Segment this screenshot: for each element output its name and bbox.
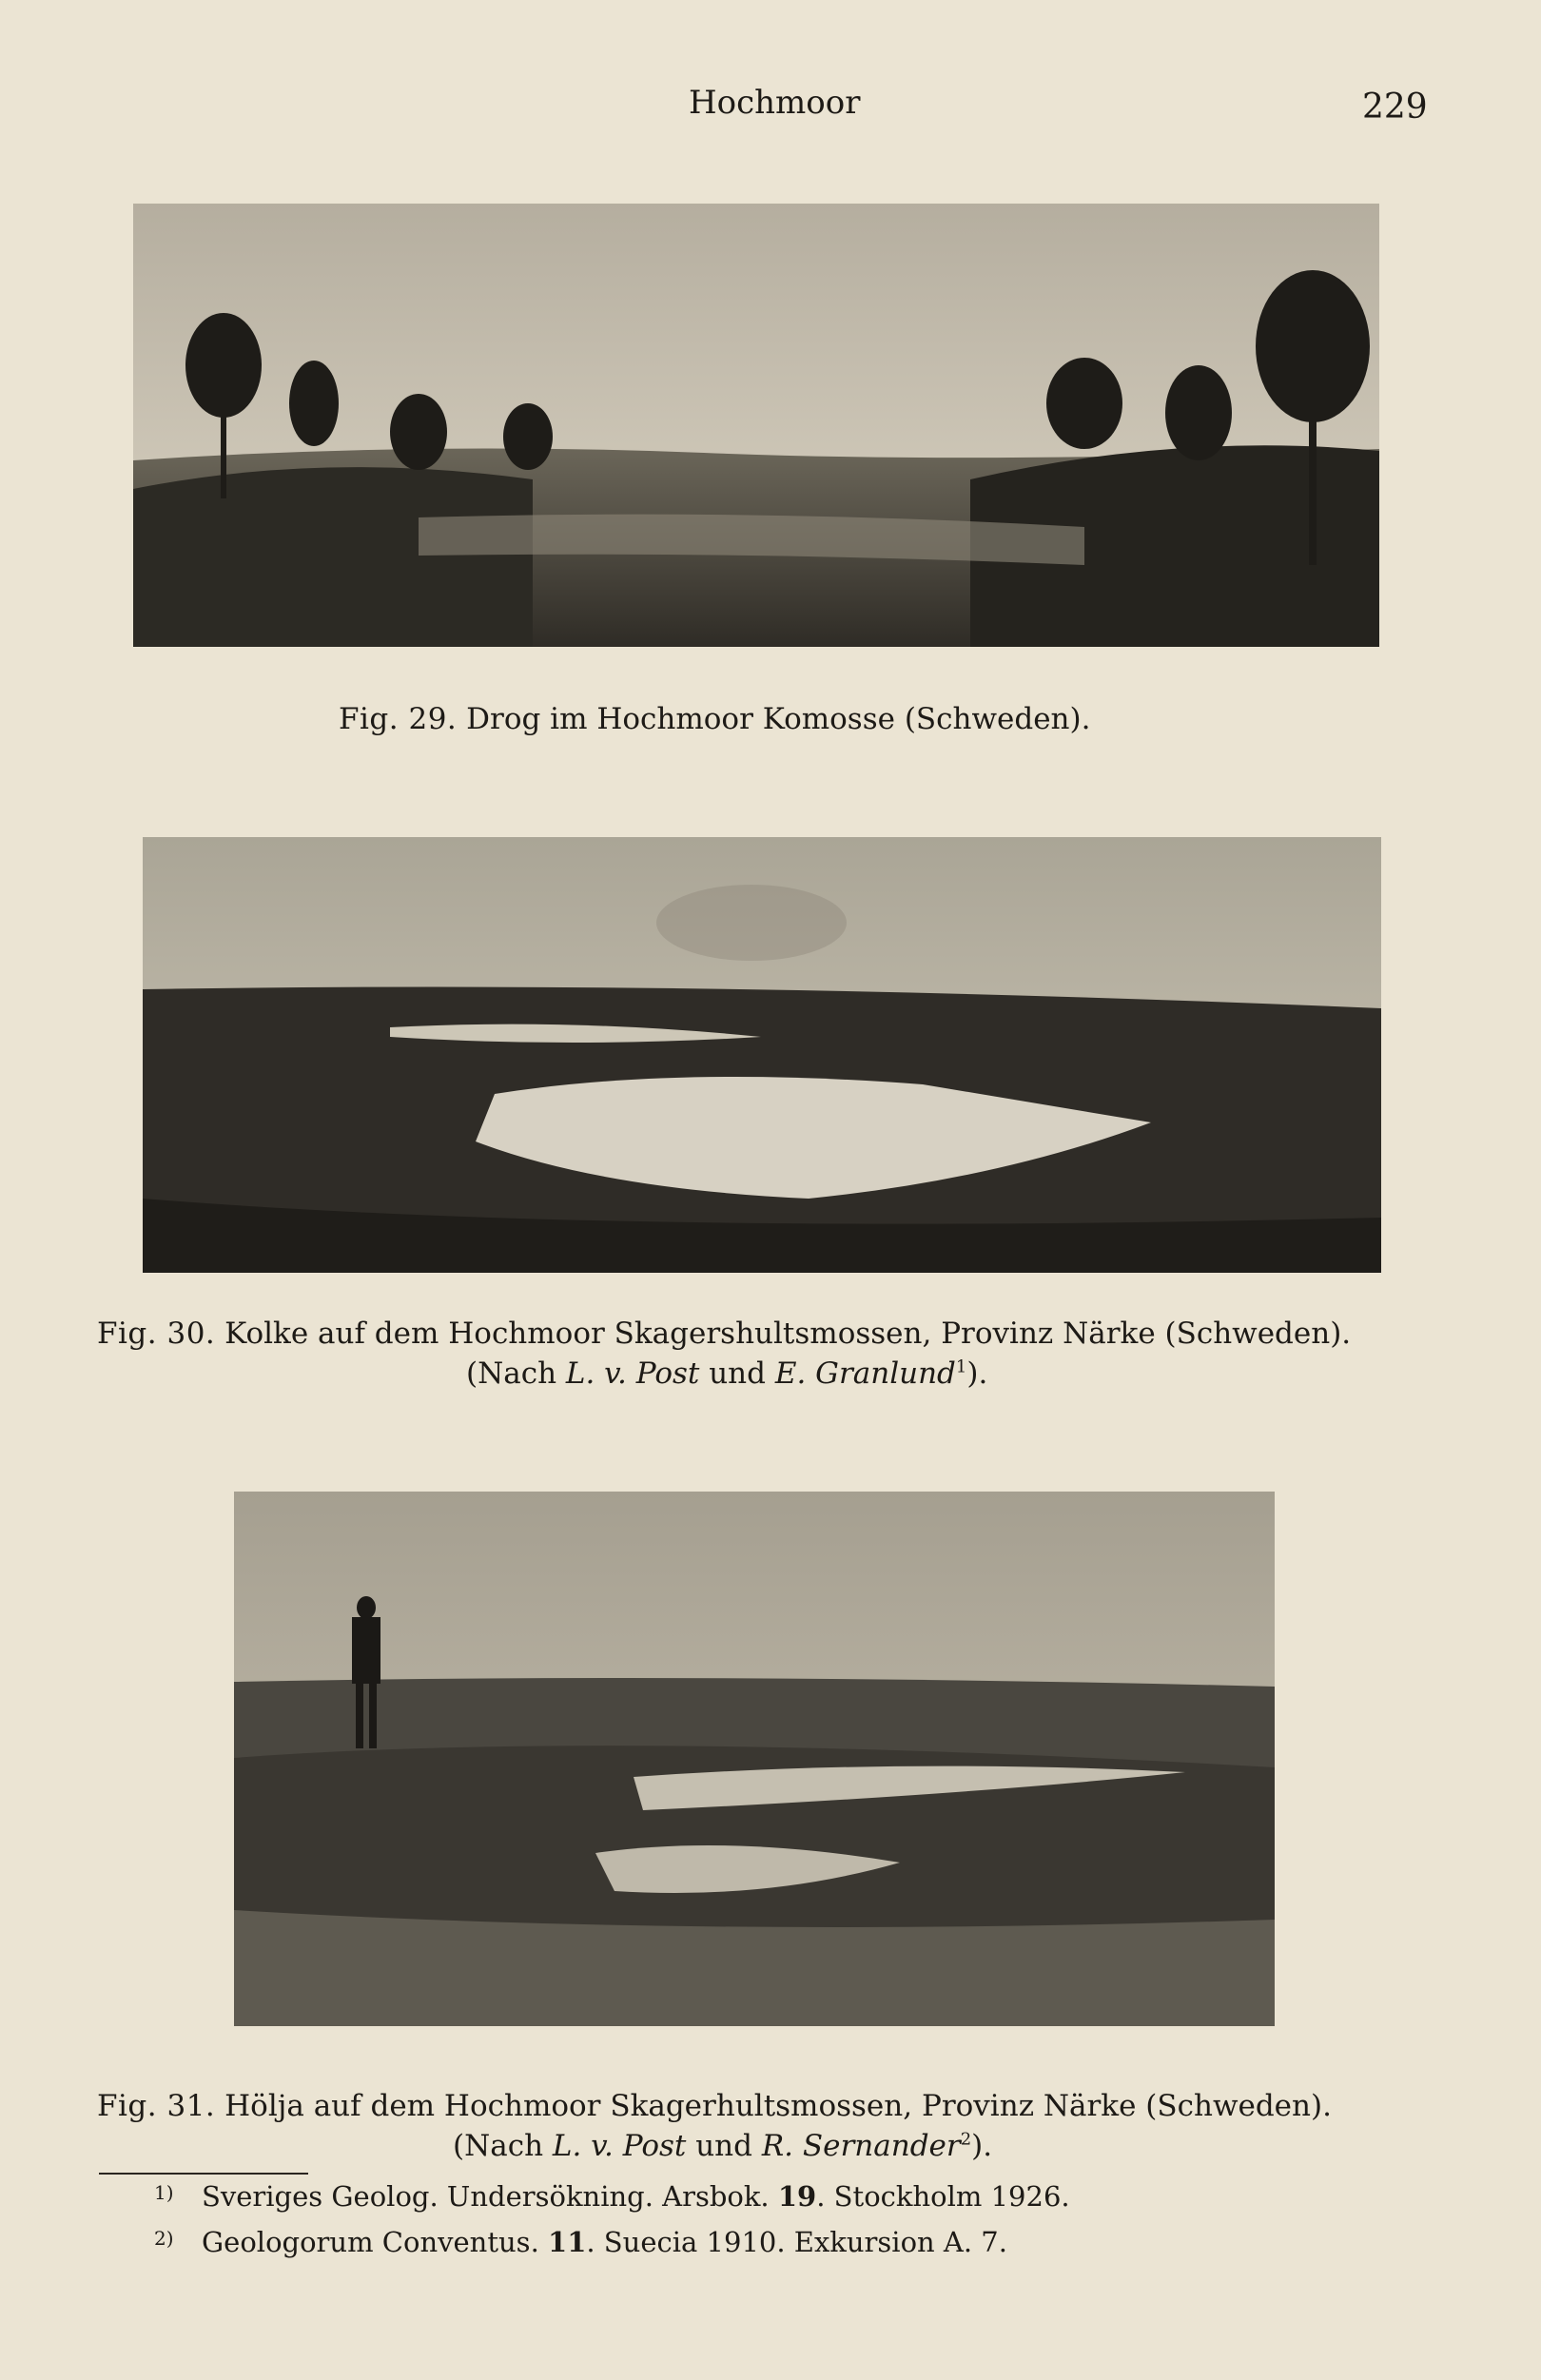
author-name: L. v. Post bbox=[565, 1356, 700, 1391]
running-title: Hochmoor bbox=[689, 84, 861, 122]
figure-30-photo bbox=[143, 837, 1381, 1273]
author-name: L. v. Post bbox=[552, 2129, 687, 2163]
footnote-divider bbox=[99, 2173, 308, 2175]
running-head bbox=[0, 84, 1541, 127]
figure-29-photo bbox=[133, 204, 1379, 647]
footnote-ref: 1 bbox=[955, 1356, 967, 1377]
figure-31-caption bbox=[97, 2087, 1332, 2125]
footnote-1: 1) Sveriges Geolog. Undersökning. Arsbok. 19. Stockholm 1926. bbox=[202, 2178, 1070, 2214]
figure-29-caption bbox=[339, 700, 1090, 738]
footnote-2: 2) Geologorum Conventus. 11. Suecia 1910. Exkursion A. 7. bbox=[202, 2224, 1007, 2260]
figure-31-text: Hölja auf dem Hochmoor Skagerhultsmossen, Provinz Närke (Schweden). bbox=[224, 2089, 1332, 2123]
figure-29-label: Fig. 29. bbox=[339, 702, 458, 736]
figure-31-photo bbox=[234, 1492, 1275, 2026]
author-name: R. Sernander bbox=[761, 2129, 961, 2163]
footnote-marker: 2) bbox=[154, 2227, 174, 2250]
figure-30-text: Kolke auf dem Hochmoor Skagershultsmossen, Provinz Närke (Schweden). bbox=[224, 1317, 1352, 1351]
page-number: 229 bbox=[1362, 88, 1428, 127]
figure-31-label: Fig. 31. bbox=[97, 2089, 216, 2123]
figure-30-source: (Nach L. v. Post und E. Granlund$^1$). bbox=[466, 1356, 988, 1391]
author-name: E. Granlund bbox=[774, 1356, 956, 1391]
figure-30-caption bbox=[97, 1315, 1351, 1353]
figure-29-text: Drog im Hochmoor Komosse (Schweden). bbox=[466, 702, 1091, 736]
figure-30-label: Fig. 30. bbox=[97, 1317, 216, 1351]
footnote-marker: 1) bbox=[154, 2181, 174, 2204]
figure-31-source: (Nach L. v. Post und R. Sernander$^2$). bbox=[453, 2129, 993, 2163]
footnote-ref: 2 bbox=[960, 2129, 972, 2150]
